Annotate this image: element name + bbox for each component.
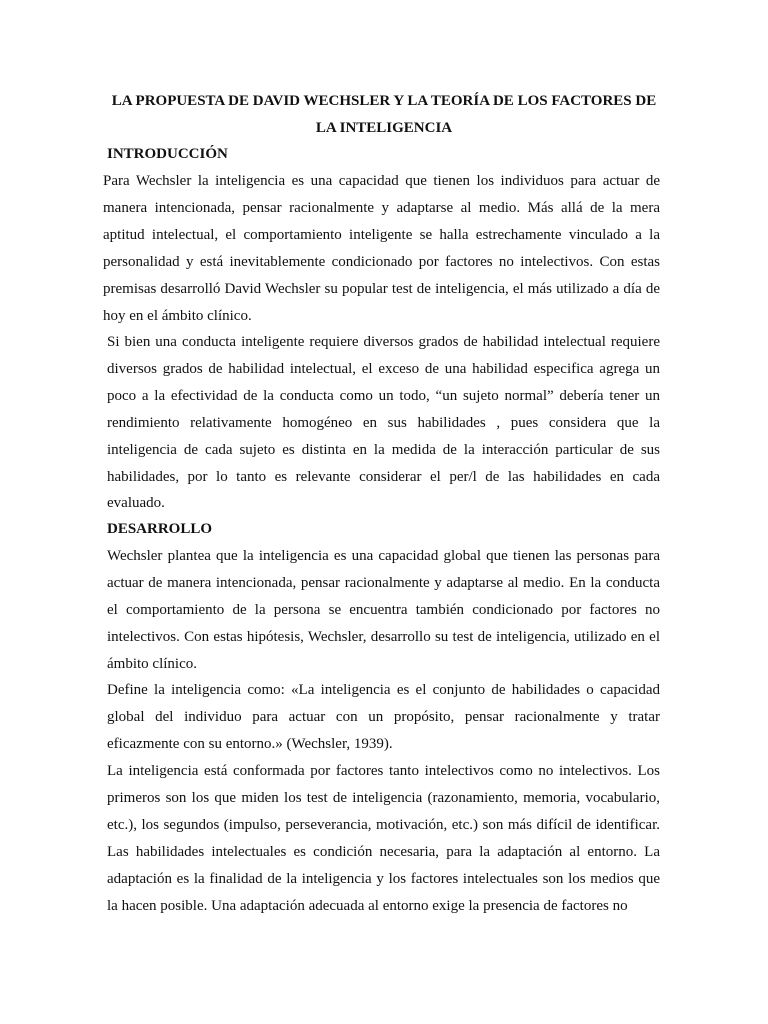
section-heading-introduction: INTRODUCCIÓN <box>107 146 228 162</box>
paragraph: Wechsler plantea que la inteligencia es una capacidad global que tienen las personas para actuar de manera intencionada, pensar racionalmente y adaptarse al medio. En la conducta el comportamiento de la persona se encuentra también condicionado por factores no intelectivos. Con estas hipótesis, Wechsler, desarrollo su test de inteligencia, utilizado en el ámbito clínico. <box>107 548 660 672</box>
paragraph: Para Wechsler la inteligencia es una capacidad que tienen los individuos para actuar de manera intencionada, pensar racionalmente y adaptarse al medio. Más allá de la mera aptitud intelectual, el comportamiento inteligente se halla estrechamente vinculado a la personalidad y está inevitablemente condicionado por factores no intelectivos. Con estas premisas desarrolló David Wechsler su popular test de inteligencia, el más utilizado a día de hoy en el ámbito clínico. <box>103 173 660 324</box>
document-title: LA PROPUESTA DE DAVID WECHSLER Y LA TEORÍA DE LOS FACTORES DE LA INTELIGENCIA <box>111 93 657 136</box>
paragraph: Si bien una conducta inteligente requiere diversos grados de habilidad intelectual requiere diversos grados de habilidad intelectual, el exceso de una habilidad especifica agrega un poco a la efectividad de la conducta como un todo, “un sujeto normal” debería tener un rendimiento relativamente homogéneo en sus habilidades , pues considera que la inteligencia de cada sujeto es distinta en la medida de la interacción particular de sus habilidades, por lo tanto es relevante considerar el per/l de las habilidades en cada evaluado. <box>107 334 660 512</box>
paragraph: Define la inteligencia como: «La inteligencia es el conjunto de habilidades o capacidad global del individuo para actuar con un propósito, pensar racionalmente y tratar eficazmente con su entorno.» (Wechsler, 1939). <box>107 682 660 752</box>
section-heading-development: DESARROLLO <box>107 521 213 537</box>
paragraph: La inteligencia está conformada por factores tanto intelectivos como no intelectivos. Los primeros son los que miden los test de inteligencia (razonamiento, memoria, vocabulario, etc.), los segundos (impulso, perseverancia, motivación, etc.) son más difícil de identificar. Las habilidades intelectuales es condición necesaria, para la adaptación al entorno. La adaptación es la finalidad de la inteligencia y los factores intelectuales son los medios que la hacen posible. Una adaptación adecuada al entorno exige la presencia de factores no <box>107 763 660 914</box>
